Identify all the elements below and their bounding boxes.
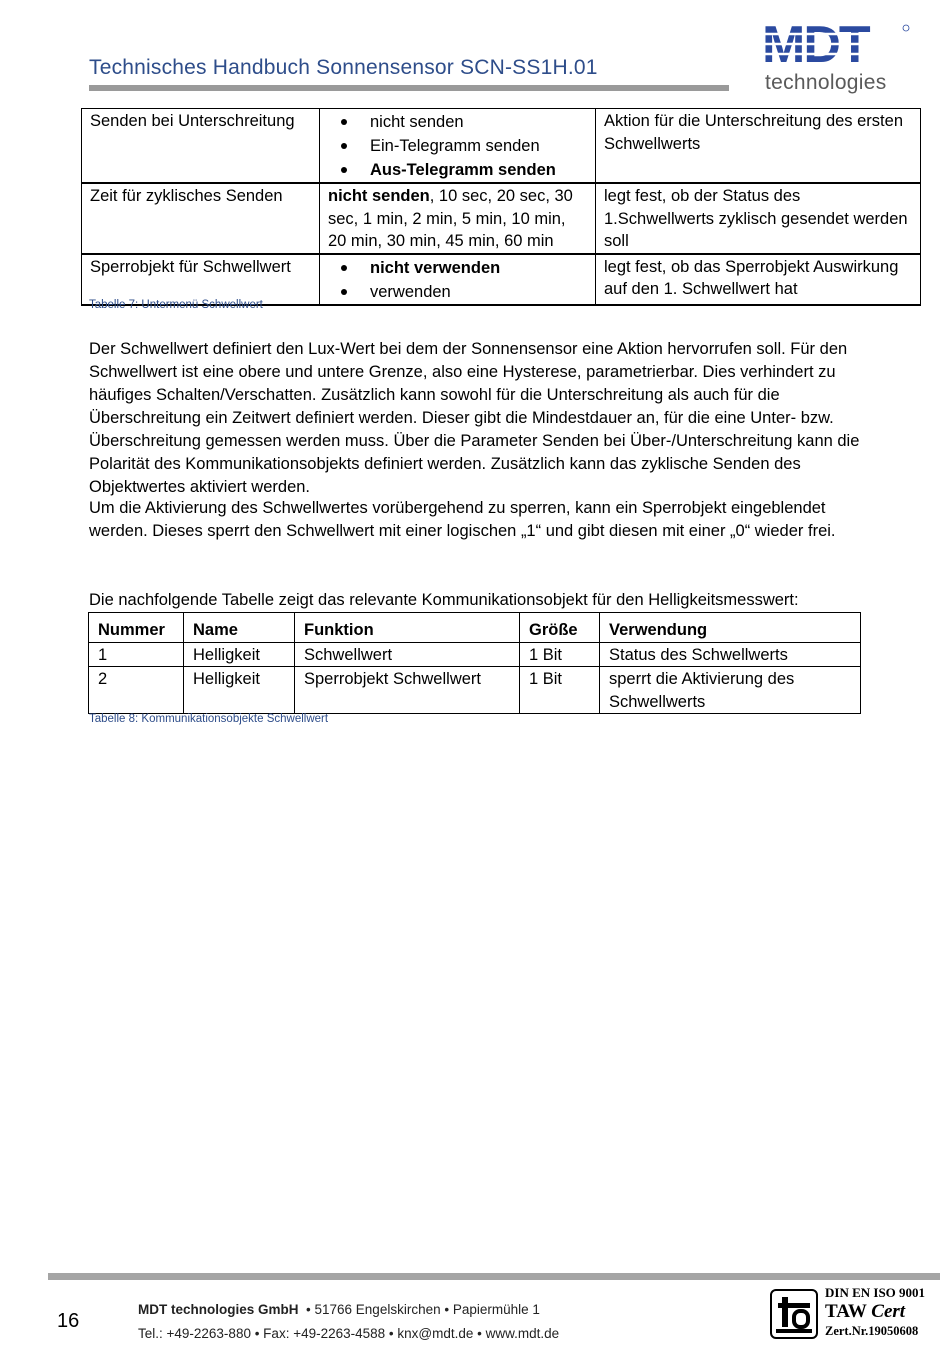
column-header: Nummer: [89, 613, 184, 643]
table-cell: 1 Bit: [520, 667, 600, 714]
param-name: Sperrobjekt für Schwellwert: [82, 254, 320, 305]
table-cell: sperrt die Aktivierung des Schwellwerts: [600, 667, 861, 714]
param-options: [320, 254, 596, 305]
footer-contact: Tel.: +49-2263-880 • Fax: +49-2263-4588 • knx@mdt.de • www.mdt.de: [138, 1326, 560, 1341]
param-options: [320, 109, 596, 184]
footer-address: [138, 1302, 540, 1317]
table-cell: Schwellwert: [295, 642, 520, 667]
param-description: Aktion für die Unterschreitung des ersten Schwellwerts: [596, 109, 921, 184]
logo-subtitle: technologies: [765, 71, 887, 94]
param-name: Senden bei Unterschreitung: [82, 109, 320, 184]
footer-address-rest: • 51766 Engelskirchen • Papiermühle 1: [306, 1302, 540, 1317]
cert-number: Zert.Nr.19050608: [825, 1324, 919, 1338]
table-caption: Tabelle 8: Kommunikationsobjekte Schwellwert: [89, 713, 329, 725]
table-row: [82, 109, 921, 184]
table-row: [89, 667, 861, 714]
certification-badge: [770, 1285, 940, 1345]
taw-logo-icon: [770, 1289, 818, 1339]
footer-company: MDT technologies GmbH: [138, 1302, 299, 1317]
column-header: Verwendung: [600, 613, 861, 643]
table-row: [82, 254, 921, 305]
param-description: legt fest, ob das Sperrobjekt Auswirkung auf den 1. Schwellwert hat: [596, 254, 921, 305]
option-item: Ein-Telegramm senden: [370, 134, 587, 158]
footer-divider: [48, 1273, 940, 1280]
cert-name: TAW Cert: [825, 1301, 906, 1322]
param-name: Zeit für zyklisches Senden: [82, 183, 320, 254]
column-header: Funktion: [295, 613, 520, 643]
logo-text: MDT: [762, 20, 869, 70]
table-header-row: [89, 613, 861, 643]
communication-object-table: [88, 612, 861, 714]
other-values: , 10 sec, 20 sec, 30 sec, 1 min, 2 min, 5 min, 10 min, 20 min, 30 min, 45 min, 60 min: [328, 187, 573, 250]
table-cell: Helligkeit: [184, 667, 295, 714]
table-cell: Helligkeit: [184, 642, 295, 667]
table-cell: Status des Schwellwerts: [600, 642, 861, 667]
page-number: 16: [57, 1310, 80, 1332]
header-divider: [89, 85, 729, 91]
table-row: [89, 642, 861, 667]
parameter-table: [81, 108, 921, 306]
table-row: [82, 183, 921, 254]
cert-standard: DIN EN ISO 9001: [825, 1285, 926, 1300]
body-paragraph: Um die Aktivierung des Schwellwertes vorübergehend zu sperren, kann ein Sperrobjekt eingeblendet werden. Dieses sperrt den Schwellwert mit einer logischen „1“ und gibt diesen mit einer „0“ wieder frei.: [89, 499, 836, 540]
option-item: nicht senden: [370, 110, 587, 134]
column-header: Name: [184, 613, 295, 643]
table-cell: Sperrobjekt Schwellwert: [295, 667, 520, 714]
param-values: [320, 183, 596, 254]
document-title: Technisches Handbuch Sonnensensor SCN-SS1H.01: [89, 56, 598, 79]
option-item-default: Aus-Telegramm senden: [370, 158, 587, 182]
body-paragraph: Der Schwellwert definiert den Lux-Wert bei dem der Sonnensensor eine Aktion hervorrufen soll. Für den Schwellwert ist eine obere und untere Grenze, also eine Hysterese, parametrierbar. Dies verhindert zu häufiges Schalten/Verschatten. Zusätzlich kann sowohl für die Unterschreitung als auch für die Überschreitung ein Zeitwert definiert werden. Dieser gibt die Mindestdauer an, für die eine Unter- bzw. Überschreitung gemessen werden muss. Über die Parameter Senden bei Über-/Unterschreitung kann die Polarität des Kommunikationsobjekts definiert werden. Zusätzlich kann das zyklische Senden des Objektwertes aktiviert werden.: [89, 340, 860, 496]
default-value: nicht senden: [328, 187, 430, 205]
table-cell: 1: [89, 642, 184, 667]
body-paragraph: Die nachfolgende Tabelle zeigt das relevante Kommunikationsobjekt für den Helligkeitsmesswert:: [89, 591, 799, 609]
table-cell: 2: [89, 667, 184, 714]
option-item: verwenden: [370, 280, 587, 304]
column-header: Größe: [520, 613, 600, 643]
table-cell: 1 Bit: [520, 642, 600, 667]
option-item-default: nicht verwenden: [370, 256, 587, 280]
param-description: legt fest, ob der Status des 1.Schwellwerts zyklisch gesendet werden soll: [596, 183, 921, 254]
table-caption: Tabelle 7: Untermenü Schwellwert: [89, 299, 263, 311]
